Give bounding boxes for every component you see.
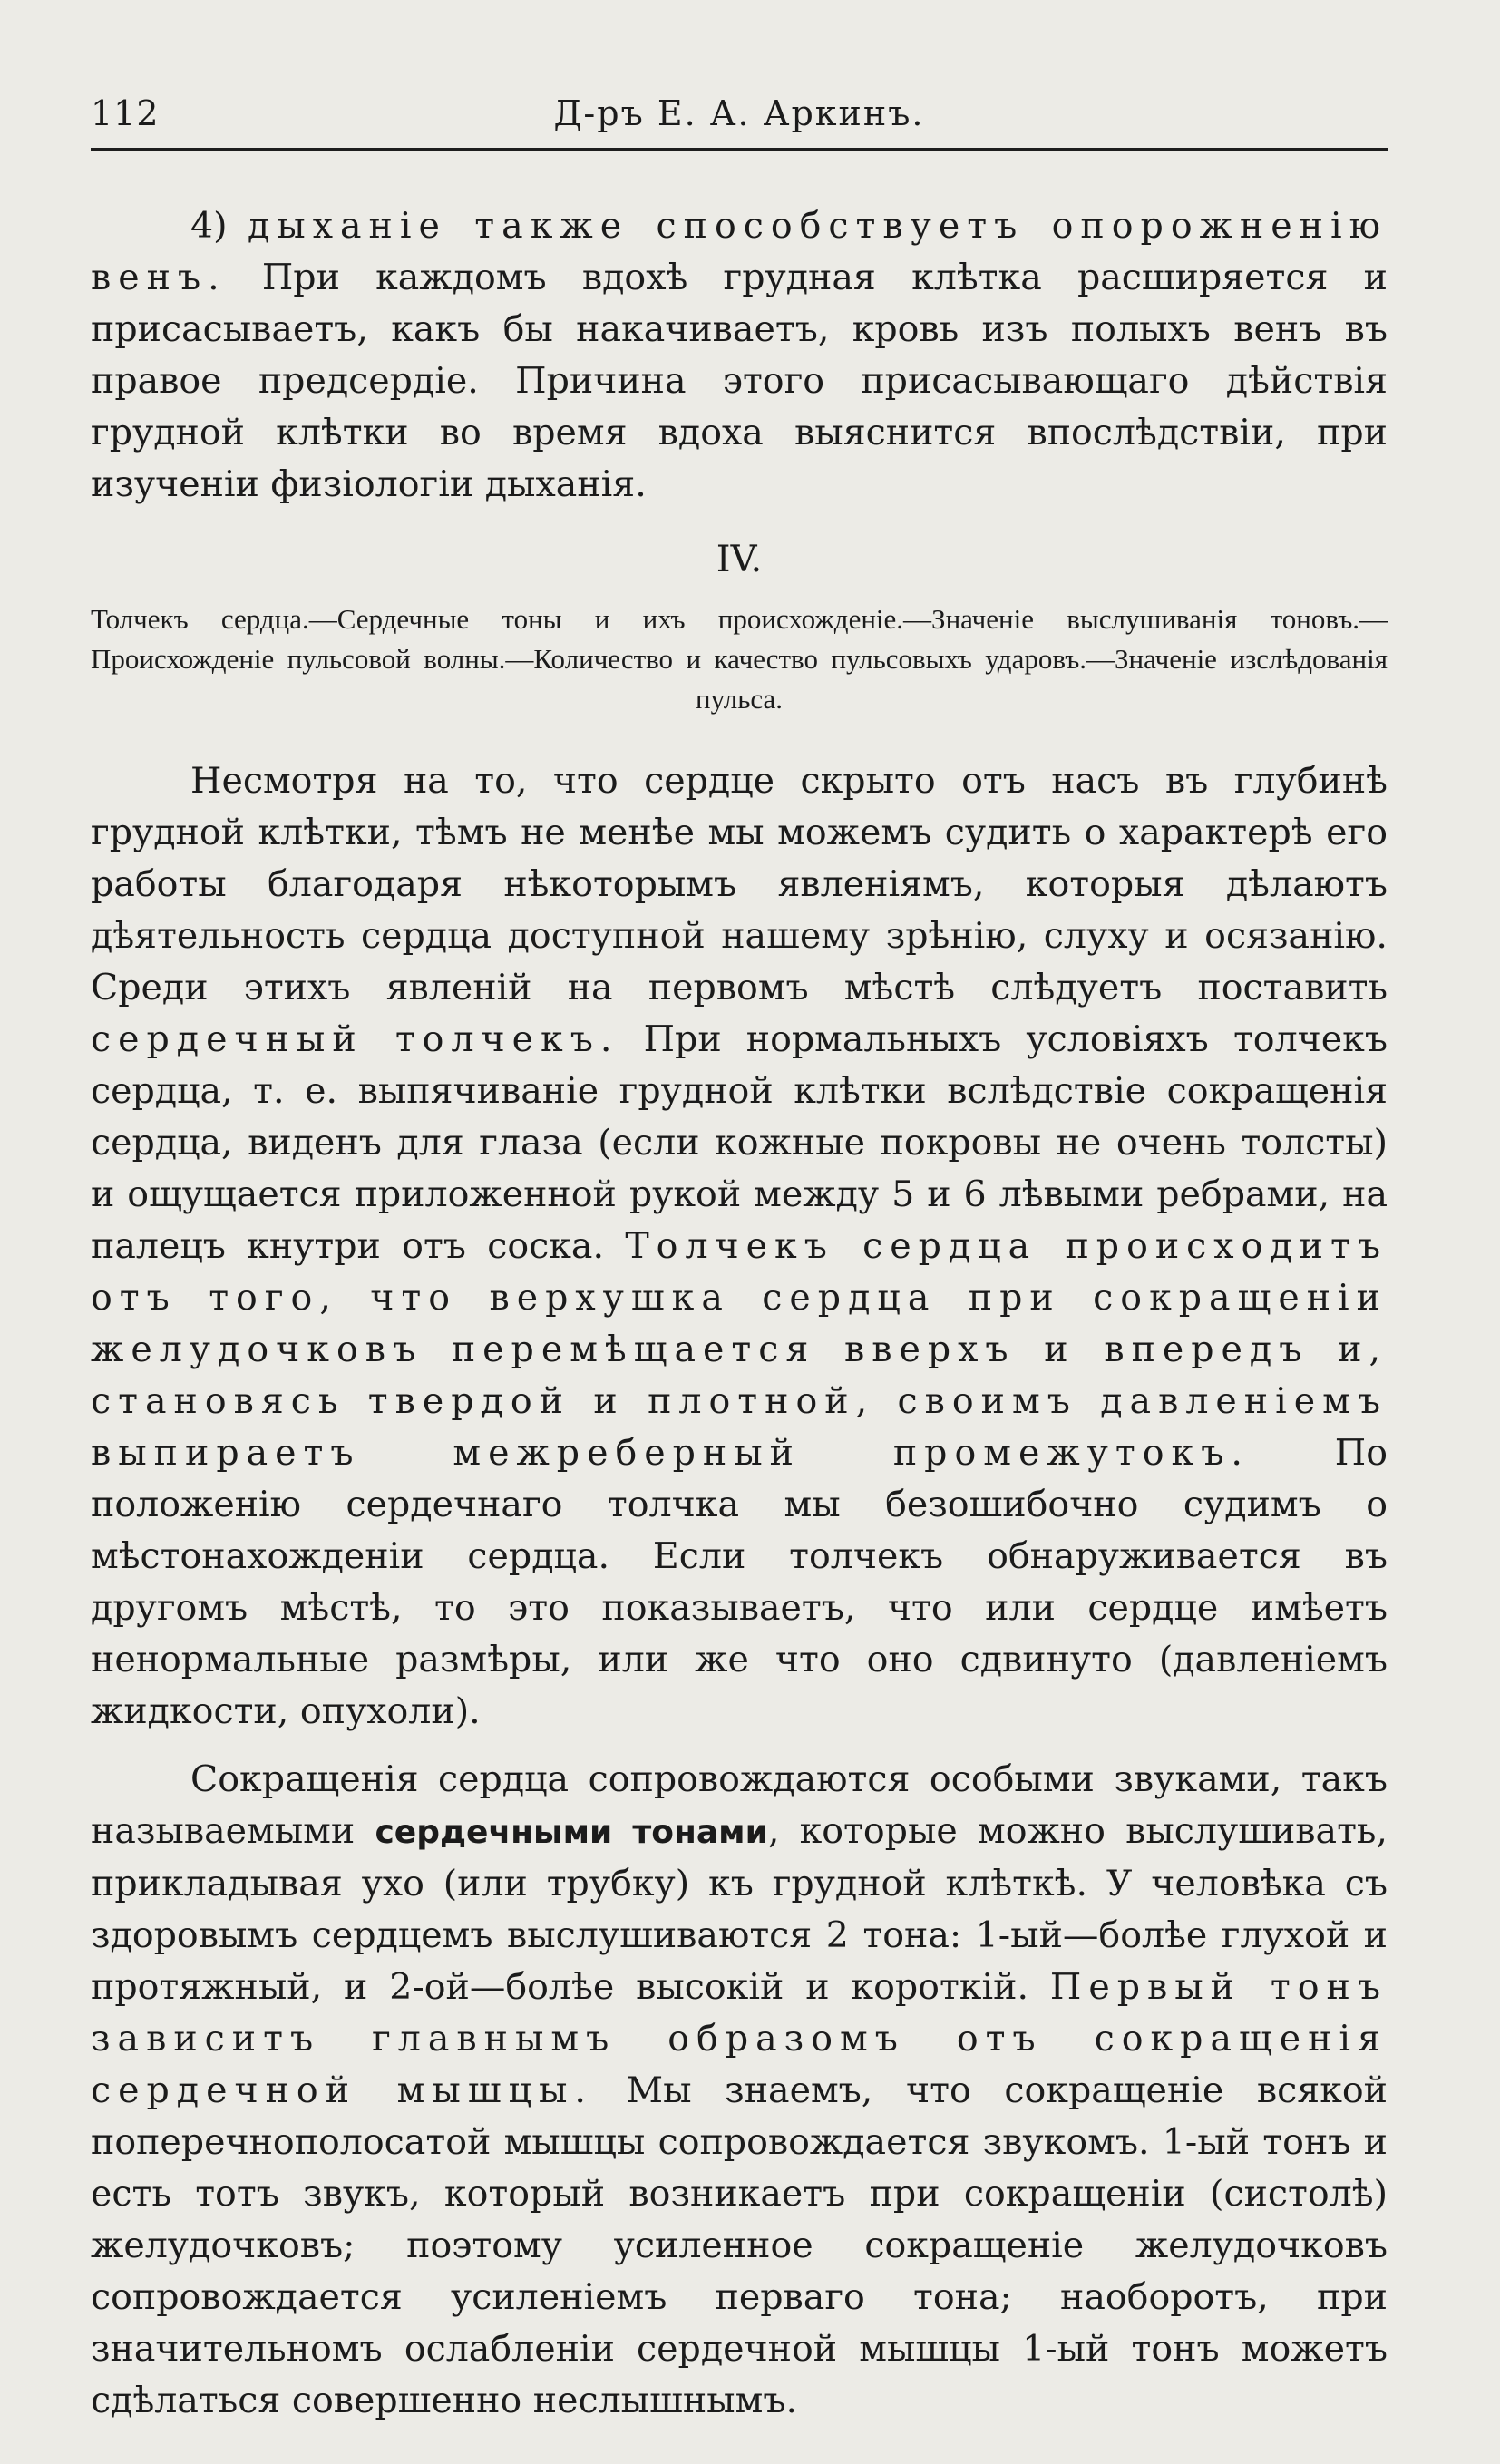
paragraph-heart-tones <box>91 1754 1388 2427</box>
paragraph-2-text-3: По положенію сердечнаго толчка мы безошибочно судимъ о мѣстонахожденіи сердца. Если толчекъ обнаруживается въ другомъ мѣстѣ, то это показываетъ, что или сердце имѣетъ ненормальные размѣры, или же что оно сдвинуто (давленіемъ жидкости, опухоли). <box>91 1432 1388 1732</box>
paragraph-breathing <box>91 200 1388 511</box>
paragraph-2-emphasis-2: Толчекъ сердца происходитъ отъ того, что верхушка сердца при сокращеніи желудочковъ перемѣщается вверхъ и впередъ и, становясь твердой и плотной, своимъ давленіемъ выпираетъ межреберный промежутокъ. <box>91 1225 1388 1474</box>
paragraph-2-text-1: Несмотря на то, что сердце скрыто отъ насъ въ глубинѣ грудной клѣтки, тѣмъ не менѣе мы можемъ судить о характерѣ его работы благодаря нѣкоторымъ явленіямъ, которыя дѣлаютъ дѣятельность сердца доступной нашему зрѣнію, слуху и осязанію. Среди этихъ явленій на первомъ мѣстѣ слѣдуетъ поставить <box>91 760 1388 1008</box>
paragraph-2-emphasis-1: сердечный толчекъ. <box>91 1018 619 1060</box>
paragraph-1-emphasis: дыханіе также способствуетъ опорожненію венъ. <box>91 205 1388 298</box>
book-page <box>91 86 1388 2426</box>
paragraph-3-bold-term: сердечными тонами <box>375 1814 768 1851</box>
running-title: Д-ръ Е. А. Аркинъ. <box>553 93 925 133</box>
paragraph-1-text: При каждомъ вдохѣ грудная клѣтка расширяется и присасываетъ, какъ бы накачиваетъ, кровь изъ полыхъ венъ въ правое предсердіе. Причина этого присасывающаго дѣйствія грудной клѣтки во время вдоха выяснится впослѣдствіи, при изученіи физіологіи дыханія. <box>91 257 1388 505</box>
section-summary: Толчекъ сердца.—Сердечные тоны и ихъ происхожденіе.—Значеніе выслушиванія тоновъ.—Происхожденіе пульсовой волны.—Количество и качество пульсовыхъ ударовъ.—Значеніе изслѣдованія пульса. <box>91 603 1388 715</box>
paragraph-1-lead: 4) <box>190 205 248 247</box>
page-header <box>91 86 1388 151</box>
paragraph-3-emphasis: Первый тонъ зависитъ главнымъ образомъ отъ сокращенія сердечной мышцы. <box>91 1966 1388 2111</box>
paragraph-2-text-2: При нормальныхъ условіяхъ толчекъ сердца, т. е. выпячиваніе грудной клѣтки вслѣдствіе сокращенія сердца, виденъ для глаза (если кожные покровы не очень толсты) и ощущается приложенной рукой между 5 и 6 лѣвыми ребрами, на палецъ кнутри отъ соска. <box>91 1018 1388 1267</box>
paragraph-3-text-2: , которые можно выслушивать, прикладывая ухо (или трубку) къ грудной клѣткѣ. У человѣка съ здоровымъ сердцемъ выслушиваются 2 тона: 1-ый—болѣе глухой и протяжный, и 2-ой—болѣе высокій и короткій. <box>91 1810 1388 2008</box>
page-number: 112 <box>91 93 160 133</box>
paragraph-3-text-3: Мы знаемъ, что сокращеніе всякой поперечнополосатой мышцы сопровождается звукомъ. 1-ый тонъ и есть тотъ звукъ, который возникаетъ при сокращеніи (систолѣ) желудочковъ; поэтому усиленное сокращеніе желудочковъ сопровождается усиленіемъ перваго тона; наоборотъ, при значительномъ ослабленіи сердечной мышцы 1-ый тонъ можетъ сдѣлаться совершенно неслышнымъ. <box>91 2070 1388 2421</box>
paragraph-3-text-1: Сокращенія сердца сопровождаются особыми звуками, такъ называемыми <box>91 1758 1388 1852</box>
paragraph-heart-beat <box>91 755 1388 1738</box>
page-body <box>91 200 1388 2427</box>
section-number: IV. <box>716 539 763 580</box>
